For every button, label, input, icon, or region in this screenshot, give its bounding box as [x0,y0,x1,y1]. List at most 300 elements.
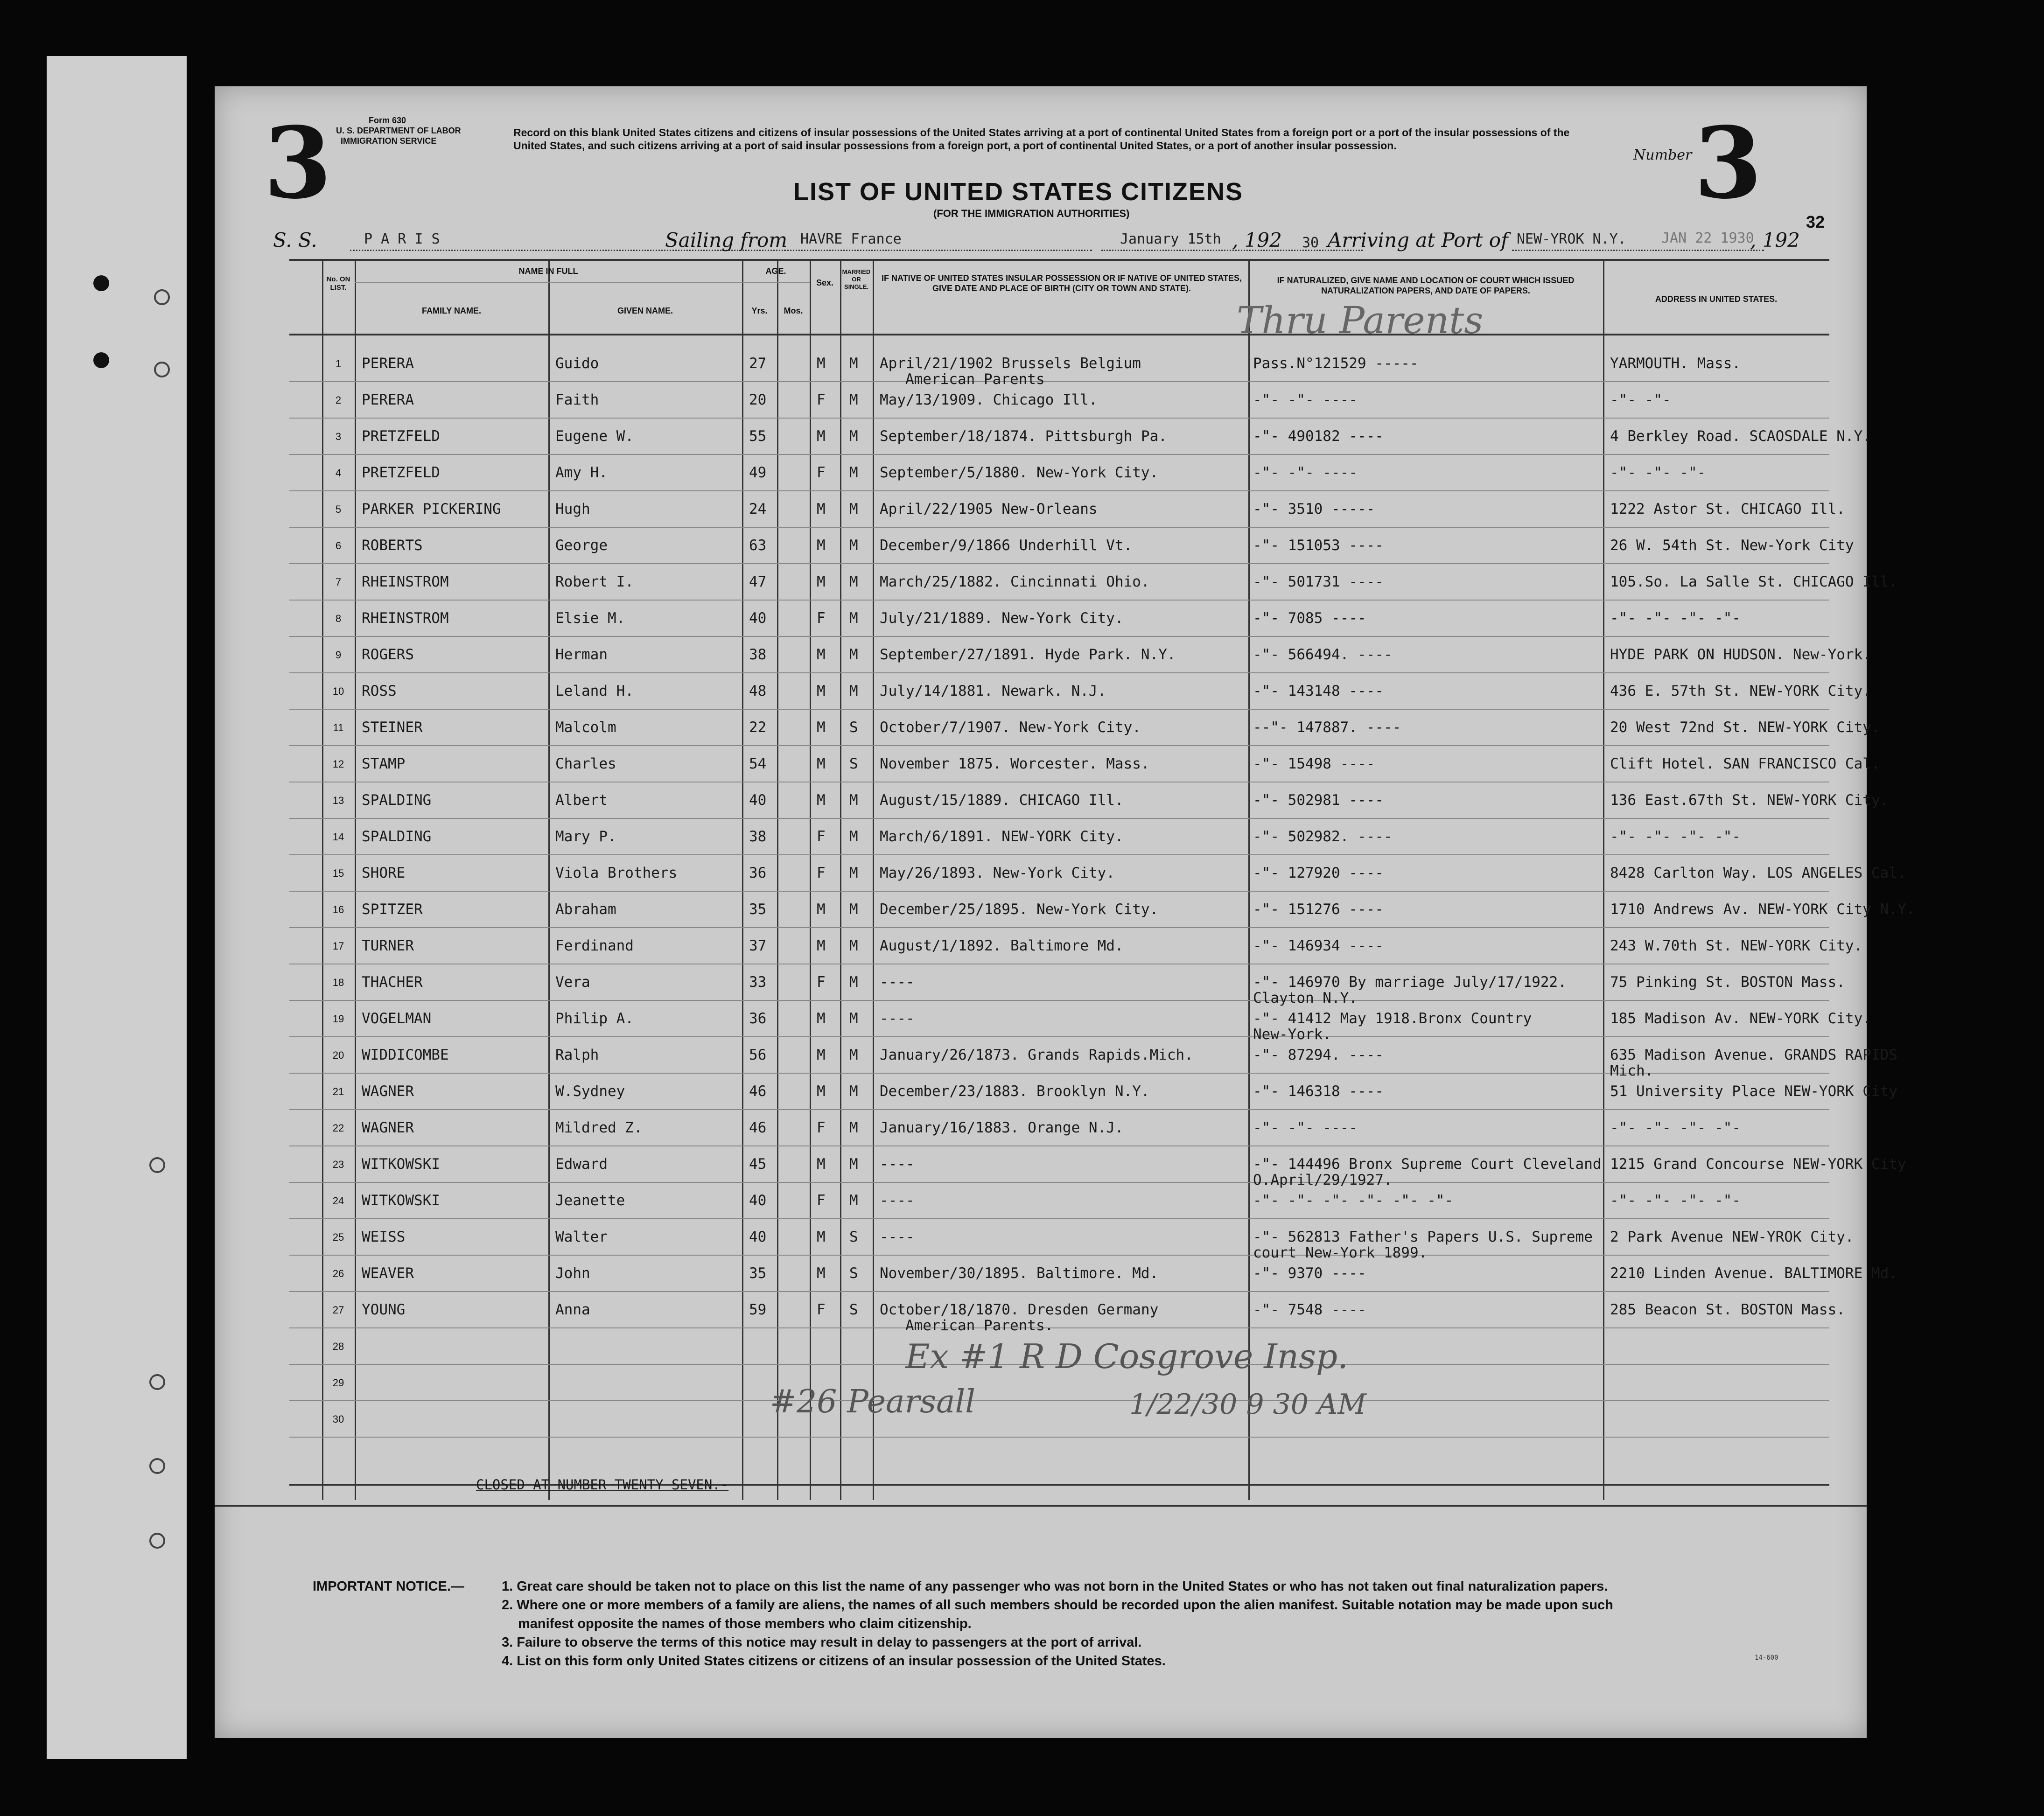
cell-family: SHORE [362,865,406,881]
cell-ms: M [849,683,858,699]
ss-label: S. S. [273,229,317,251]
row-number: 9 [335,649,342,661]
row-rule [289,709,1829,710]
cell-addr: 1222 Astor St. CHICAGO Ill. [1610,501,1845,517]
cell-birth: August/15/1889. CHICAGO Ill. [880,792,1124,809]
row-rule [289,381,1829,382]
cell-age: 36 [749,1010,767,1027]
cell-nat2: Clayton N.Y. [1253,990,1358,1006]
cell-birth: September/27/1891. Hyde Park. N.Y. [880,646,1176,663]
cell-given: Charles [555,755,616,772]
cell-nat: -"- 3510 ----- [1253,501,1375,517]
cell-nat: -"- 502981 ---- [1253,792,1384,809]
cell-age: 33 [749,974,767,991]
handwritten-date-time: 1/22/30 9 30 AM [1129,1388,1366,1421]
page-title: LIST OF UNITED STATES CITIZENS [793,178,1243,206]
row-number: 15 [332,867,344,879]
cell-family: ROBERTS [362,537,423,554]
cell-age: 40 [749,1229,767,1245]
row-rule [289,672,1829,673]
cell-given: Mildred Z. [555,1119,643,1136]
cell-sex: M [817,683,826,699]
cell-ms: M [849,610,858,627]
row-rule [289,563,1829,564]
cell-family: WITKOWSKI [362,1156,440,1173]
cell-given: John [555,1265,590,1282]
row-number: 11 [333,722,344,733]
cell-given: Faith [555,391,599,408]
row-rule [289,1036,1829,1037]
cell-family: STEINER [362,719,423,736]
cell-given: Ralph [555,1047,599,1063]
binder-hole [154,362,170,377]
cell-age: 45 [749,1156,767,1173]
cell-addr: 2 Park Avenue NEW-YROK City. [1610,1229,1854,1245]
col-header-given: GIVEN NAME. [617,306,673,315]
col-rule [355,259,356,1500]
row-rule [289,1109,1829,1110]
cell-nat: -"- -"- -"- -"- -"- -"- [1253,1192,1454,1209]
row-number: 17 [332,940,344,952]
col-header-yrs: Yrs. [751,306,768,315]
cell-birth2: American Parents. [905,1317,1054,1334]
cell-family: WIDDICOMBE [362,1047,449,1063]
cell-birth: September/5/1880. New-York City. [880,464,1159,481]
cell-ms: M [849,464,858,481]
cell-addr: 8428 Carlton Way. LOS ANGELES Cal. [1610,865,1906,881]
cell-sex: M [817,755,826,772]
table-top-rule [289,259,1829,261]
row-number: 20 [332,1049,344,1061]
cell-ms: S [849,755,858,772]
cell-addr: -"- -"- -"- -"- [1610,1119,1741,1136]
cell-ms: M [849,937,858,954]
cell-nat: Pass.N°121529 ----- [1253,355,1419,372]
cell-birth: July/14/1881. Newark. N.J. [880,683,1106,699]
cell-sex: M [817,1156,826,1173]
row-rule [289,1400,1829,1401]
col-rule [840,259,841,1500]
row-rule [289,1182,1829,1183]
binder-hole [93,275,109,291]
cell-age: 40 [749,792,767,809]
cell-given: Amy H. [555,464,608,481]
cell-given: Ferdinand [555,937,634,954]
cell-family: RHEINSTROM [362,610,449,627]
footer-code: 14-600 [1755,1654,1778,1662]
col-rule [777,259,778,1500]
year-written: 30 [1302,235,1319,251]
row-rule [289,1218,1829,1219]
cell-ms: M [849,1083,858,1100]
cell-ms: S [849,1229,858,1245]
cell-nat: -"- 146318 ---- [1253,1083,1384,1100]
cell-birth: ---- [880,974,915,991]
row-number: 24 [332,1195,344,1207]
cell-age: 37 [749,937,767,954]
cell-family: YOUNG [362,1301,406,1318]
cell-addr: 4 Berkley Road. SCAOSDALE N.Y. [1610,428,1871,445]
row-number: 3 [335,431,342,442]
cell-age: 54 [749,755,767,772]
cell-birth: October/18/1870. Dresden Germany [880,1301,1159,1318]
cell-ms: M [849,828,858,845]
row-number: 12 [332,758,344,770]
cell-family: RHEINSTROM [362,573,449,590]
cell-sex: M [817,719,826,736]
row-number: 10 [332,685,344,697]
number-value: 3 [1694,105,1763,221]
cell-nat: -"- 7548 ---- [1253,1301,1366,1318]
cell-age: 35 [749,901,767,918]
cell-birth: October/7/1907. New-York City. [880,719,1141,736]
cell-nat: -"- 7085 ---- [1253,610,1366,627]
cell-family: WAGNER [362,1083,414,1100]
cell-sex: F [817,1119,826,1136]
notice-label: IMPORTANT NOTICE.— [313,1579,464,1594]
cell-nat2: court New-York 1899. [1253,1244,1428,1261]
col-header-age: AGE. [765,266,786,276]
cell-given: Abraham [555,901,616,918]
cell-birth: December/9/1866 Underhill Vt. [880,537,1133,554]
cell-sex: F [817,865,826,881]
cell-family: PERERA [362,391,414,408]
department-name: U. S. DEPARTMENT OF LABOR [336,126,461,135]
cell-birth: September/18/1874. Pittsburgh Pa. [880,428,1167,445]
sub-rule [355,282,742,283]
cell-given: Herman [555,646,608,663]
cell-age: 22 [749,719,767,736]
cell-family: SPALDING [362,792,432,809]
cell-nat: -"- 9370 ---- [1253,1265,1366,1282]
binder-hole [149,1157,165,1173]
col-header-family: FAMILY NAME. [421,306,482,315]
cell-nat: -"- -"- ---- [1253,1119,1358,1136]
cell-age: 27 [749,355,767,372]
cell-family: STAMP [362,755,406,772]
cell-age: 46 [749,1119,767,1136]
cell-given: Viola Brothers [555,865,678,881]
cell-nat: -"- 151276 ---- [1253,901,1384,918]
cell-sex: M [817,937,826,954]
form-number: Form 630 [369,116,406,125]
row-number: 26 [332,1268,344,1279]
handwritten-pearsall: #26 Pearsall [770,1383,976,1420]
cell-ms: M [849,865,858,881]
col-rule [322,259,323,1500]
notice-item-4: 4. List on this form only United States citizens or citizens of an insular possession of the United States. [502,1654,1166,1669]
back-page-strip [47,56,187,1759]
cell-given: Albert [555,792,608,809]
cell-age: 20 [749,391,767,408]
handwritten-inspector: Ex #1 R D Cosgrove Insp. [905,1337,1348,1376]
cell-sex: F [817,1301,826,1318]
manifest-page [215,86,1915,1738]
notice-item-3: 3. Failure to observe the terms of this notice may result in delay to passengers at the port of arrival. [502,1635,1142,1650]
cell-birth: December/23/1883. Brooklyn N.Y. [880,1083,1150,1100]
cell-given: Leland H. [555,683,634,699]
cell-sex: F [817,974,826,991]
cell-addr: 105.So. La Salle St. CHICAGO Ill. [1610,573,1897,590]
cell-nat: -"- 87294. ---- [1253,1047,1384,1063]
cell-ms: M [849,1047,858,1063]
cell-sex: M [817,1010,826,1027]
cell-family: PRETZFELD [362,428,440,445]
row-rule [289,1073,1829,1074]
cell-ms: M [849,1010,858,1027]
row-rule [289,490,1829,491]
cell-nat: -"- 127920 ---- [1253,865,1384,881]
cell-family: THACHER [362,974,423,991]
cell-addr: YARMOUTH. Mass. [1610,355,1741,372]
cell-family: WEISS [362,1229,406,1245]
cell-age: 35 [749,1265,767,1282]
row-rule [289,454,1829,455]
cell-addr: 20 West 72nd St. NEW-YORK City. [1610,719,1880,736]
header-bottom-rule [289,334,1829,335]
cell-age: 49 [749,464,767,481]
cell-birth2: American Parents [905,371,1045,388]
cell-ms: S [849,719,858,736]
col-header-sex: Sex. [816,278,834,287]
form-info [336,115,461,146]
cell-ms: S [849,1301,858,1318]
cell-birth: November 1875. Worcester. Mass. [880,755,1150,772]
cell-sex: M [817,573,826,590]
cell-sex: F [817,828,826,845]
cell-addr: -"- -"- -"- -"- [1610,610,1741,627]
cell-birth: November/30/1895. Baltimore. Md. [880,1265,1159,1282]
binder-hole [149,1533,165,1549]
cell-ms: M [849,1119,858,1136]
passenger-table [289,259,1915,1500]
cell-family: PRETZFELD [362,464,440,481]
binder-hole [93,352,109,368]
cell-age: 63 [749,537,767,554]
row-number: 13 [332,795,344,806]
row-number: 4 [335,467,342,479]
cell-age: 59 [749,1301,767,1318]
cell-sex: F [817,464,826,481]
notice-rule [215,1505,1867,1507]
row-rule [289,1255,1829,1256]
cell-family: WEAVER [362,1265,414,1282]
cell-nat: -"- 501731 ---- [1253,573,1384,590]
cell-age: 46 [749,1083,767,1100]
row-rule [289,891,1829,892]
row-number: 30 [332,1413,344,1425]
cell-addr: 1710 Andrews Av. NEW-YORK City N.Y. [1610,901,1915,918]
cell-addr: -"- -"- -"- -"- [1610,828,1741,845]
col-rule [810,259,811,1500]
cell-age: 56 [749,1047,767,1063]
cell-age: 48 [749,683,767,699]
cell-ms: M [849,1156,858,1173]
cell-sex: M [817,537,826,554]
cell-addr: 51 University Place NEW-YORK City [1610,1083,1897,1100]
cell-nat: -"- 151053 ---- [1253,537,1384,554]
row-rule [289,1145,1829,1146]
cell-given: Eugene W. [555,428,634,445]
page-subtitle: (FOR THE IMMIGRATION AUTHORITIES) [933,208,1130,219]
row-number: 23 [332,1159,344,1170]
cell-nat: -"- 143148 ---- [1253,683,1384,699]
binder-hole [149,1458,165,1474]
cell-family: TURNER [362,937,414,954]
service-name: IMMIGRATION SERVICE [341,136,437,146]
list-number-left: 3 [264,105,332,221]
cell-addr: 75 Pinking St. BOSTON Mass. [1610,974,1845,991]
cell-sex: M [817,501,826,517]
cell-birth: July/21/1889. New-York City. [880,610,1124,627]
cell-ms: M [849,391,858,408]
col-rule [1603,259,1604,1500]
row-number: 2 [335,394,342,406]
row-rule [289,600,1829,601]
record-instructions: Record on this blank United States citizens and citizens of insular possessions of the United States arriving at a port of continental United States from a foreign port or a port of the insular possessions of the United States, and such citizens arriving at a port of said insular possessions from a foreign port, a port of continental United States, or a port of another insular possession. [513,126,1570,152]
cell-age: 47 [749,573,767,590]
cell-birth: December/25/1895. New-York City. [880,901,1159,918]
cell-birth: April/21/1902 Brussels Belgium [880,355,1141,372]
arrival-port: NEW-YROK N.Y. [1517,231,1626,247]
row-number: 19 [332,1013,344,1025]
row-rule [289,636,1829,637]
cell-nat: -"- 41412 May 1918.Bronx Country [1253,1010,1532,1027]
cell-given: Walter [555,1229,608,1245]
cell-birth: April/22/1905 New-Orleans [880,501,1098,517]
cell-nat: -"- 146970 By marriage July/17/1922. [1253,974,1567,991]
row-number: 28 [332,1341,344,1352]
cell-birth: ---- [880,1192,915,1209]
cell-given: Elsie M. [555,610,625,627]
sub-rule [742,282,810,283]
cell-age: 24 [749,501,767,517]
from-port: HAVRE France [800,231,902,247]
row-rule [289,1437,1829,1438]
cell-nat: -"- 490182 ---- [1253,428,1384,445]
sailing-date: January 15th [1120,231,1221,247]
cell-sex: F [817,1192,826,1209]
cell-addr: 1215 Grand Concourse NEW-YORK City [1610,1156,1906,1173]
cell-sex: M [817,646,826,663]
cell-nat: -"- -"- ---- [1253,391,1358,408]
col-rule [742,259,743,1500]
row-number: 18 [332,977,344,988]
page-number: 32 [1806,212,1825,231]
cell-sex: M [817,355,826,372]
from-port-line [784,250,1092,251]
col-header-mos: Mos. [784,306,803,315]
cell-family: SPALDING [362,828,432,845]
cell-family: WITKOWSKI [362,1192,440,1209]
col-header-married: MARRIED OR SINGLE. [842,268,871,290]
cell-ms: M [849,501,858,517]
cell-given: Anna [555,1301,590,1318]
cell-given: Hugh [555,501,590,517]
cell-addr: -"- -"- [1610,391,1671,408]
cell-given: Mary P. [555,828,616,845]
cell-given: Jeanette [555,1192,625,1209]
row-number: 6 [335,540,342,552]
cell-nat: --"- 147887. ---- [1253,719,1401,736]
cell-addr: 185 Madison Av. NEW-YORK City. [1610,1010,1871,1027]
cell-family: PARKER PICKERING [362,501,501,517]
binder-hole [154,289,170,305]
notice-items [502,1577,1855,1670]
row-number: 1 [335,358,342,370]
col-header-address: ADDRESS IN UNITED STATES. [1655,294,1778,304]
cell-addr: 285 Beacon St. BOSTON Mass. [1610,1301,1845,1318]
binder-hole [149,1374,165,1390]
row-rule [289,418,1829,419]
ship-name: P A R I S [364,231,440,247]
cell-sex: M [817,1265,826,1282]
cell-addr: Clift Hotel. SAN FRANCISCO Cal. [1610,755,1880,772]
row-number: 21 [332,1086,344,1097]
cell-ms: M [849,646,858,663]
cell-nat2: O.April/29/1927. [1253,1172,1393,1188]
cell-birth: May/13/1909. Chicago Ill. [880,391,1098,408]
cell-family: WAGNER [362,1119,414,1136]
col-header-naturalized: IF NATURALIZED, GIVE NAME AND LOCATION OF COURT WHICH ISSUED NATURALIZATION PAPERS, AND DATE OF PAPERS. [1277,276,1575,295]
cell-age: 55 [749,428,767,445]
cell-given: George [555,537,608,554]
cell-birth: May/26/1893. New-York City. [880,865,1115,881]
row-number: 27 [332,1304,344,1316]
cell-ms: M [849,573,858,590]
cell-age: 40 [749,610,767,627]
cell-family: ROSS [362,683,397,699]
cell-family: PERERA [362,355,414,372]
number-label: Number [1633,147,1692,163]
cell-addr: -"- -"- -"- [1610,464,1706,481]
notice-item-2: 2. Where one or more members of a family are aliens, the names of all such members should be recorded upon the alien manifest. Suitable notation may be made upon such [502,1598,1613,1613]
cell-addr: 243 W.70th St. NEW-YORK City. [1610,937,1863,954]
cell-addr: 635 Madison Avenue. GRANDS RAPIDS [1610,1047,1897,1063]
row-rule [289,927,1829,928]
cell-ms: M [849,974,858,991]
row-rule [289,818,1829,819]
row-number: 25 [332,1231,344,1243]
row-rule [289,854,1829,855]
cell-addr: 436 E. 57th St. NEW-YORK City. [1610,683,1871,699]
col-rule [873,259,874,1500]
row-rule [289,1000,1829,1001]
col-header-birth: IF NATIVE OF UNITED STATES INSULAR POSSESSION OR IF NATIVE OF UNITED STATES, GIVE DATE AND PLACE OF BIRTH (CITY OR TOWN AND STATE). [881,273,1242,293]
row-rule [289,745,1829,746]
cell-sex: M [817,901,826,918]
cell-ms: S [849,1265,858,1282]
cell-birth: March/25/1882. Cincinnati Ohio. [880,573,1150,590]
cell-given: W.Sydney [555,1083,625,1100]
row-number: 14 [332,831,344,843]
cell-nat: -"- 146934 ---- [1253,937,1384,954]
sailing-label: Sailing from [665,229,788,251]
arrival-stamp: JAN 22 1930 [1661,230,1754,246]
cell-birth: ---- [880,1010,915,1027]
cell-birth: ---- [880,1229,915,1245]
cell-given: Philip A. [555,1010,634,1027]
cell-ms: M [849,792,858,809]
cell-given: Robert I. [555,573,634,590]
cell-nat: -"- 15498 ---- [1253,755,1375,772]
row-number: 16 [332,904,344,915]
cell-family: ROGERS [362,646,414,663]
arrival-port-line [1512,250,1764,251]
cell-nat: -"- 566494. ---- [1253,646,1393,663]
cell-given: Malcolm [555,719,616,736]
cell-addr2: Mich. [1610,1062,1654,1079]
